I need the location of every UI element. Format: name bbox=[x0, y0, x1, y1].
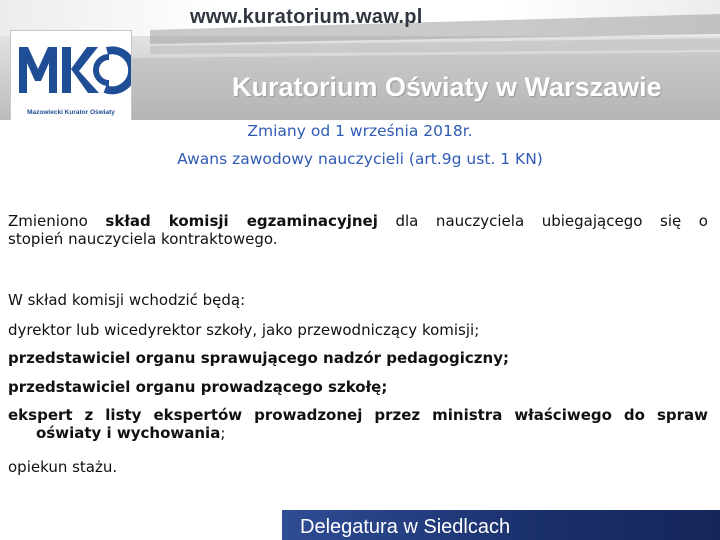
list-item: opiekun stażu. bbox=[8, 458, 118, 476]
list-item-continuation bbox=[36, 424, 708, 442]
site-url[interactable]: www.kuratorium.waw.pl bbox=[190, 6, 423, 28]
bold-text: oświaty i wychowania bbox=[36, 424, 221, 442]
bold-text: skład komisji egzaminacyjnej bbox=[105, 212, 378, 230]
slide-subtitle: Awans zawodowy nauczycieli (art.9g ust. 1 KN) bbox=[177, 150, 543, 168]
footer bbox=[0, 510, 720, 540]
list-item: przedstawiciel organu prowadzącego szkołę; bbox=[8, 378, 388, 396]
list-item: przedstawiciel organu sprawującego nadzór pedagogiczny; bbox=[8, 349, 509, 367]
logo-caption: Mazowiecki Kurator Oświaty bbox=[27, 109, 115, 116]
footer-label: Delegatura w Siedlcach bbox=[300, 516, 511, 538]
logo bbox=[10, 30, 132, 120]
paragraph-line: stopień nauczyciela kontraktowego. bbox=[8, 230, 278, 248]
list-item: ekspert z listy ekspertów prowadzonej przez ministra właściwego do spraw bbox=[8, 406, 708, 424]
list-item: dyrektor lub wicedyrektor szkoły, jako przewodniczący komisji; bbox=[8, 321, 480, 339]
org-title: Kuratorium Oświaty w Warszawie bbox=[232, 72, 662, 102]
text-span: ; bbox=[220, 424, 226, 442]
text-span: dla nauczyciela ubiegającego się o bbox=[377, 212, 708, 230]
list-intro: W skład komisji wchodzić będą: bbox=[8, 291, 246, 309]
slide-title: Zmiany od 1 września 2018r. bbox=[247, 122, 473, 140]
text-span: Zmieniono bbox=[8, 212, 106, 230]
paragraph-line bbox=[8, 212, 708, 230]
header-banner bbox=[0, 0, 720, 120]
mko-logo-icon bbox=[11, 31, 131, 111]
